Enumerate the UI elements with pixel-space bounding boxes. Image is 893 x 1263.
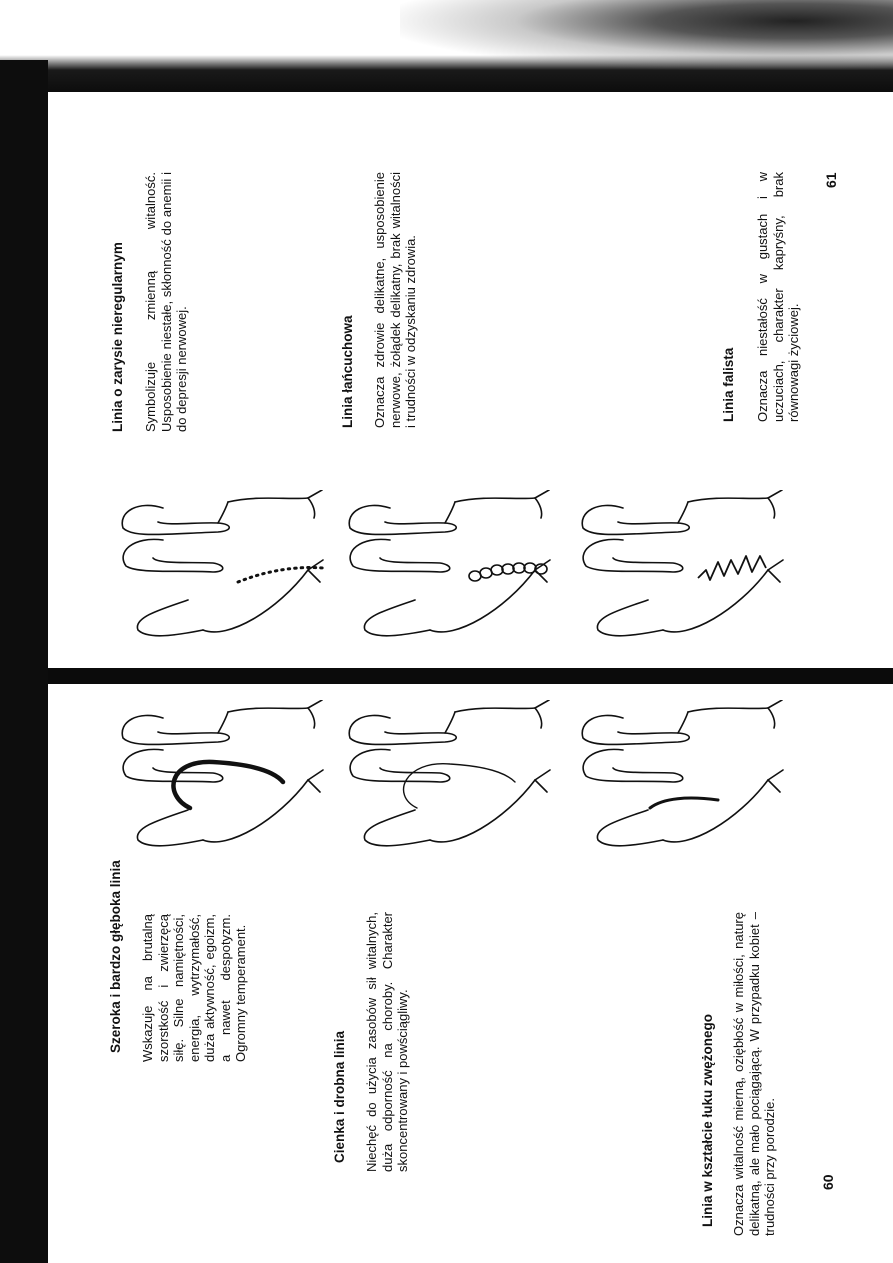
section-title: Linia o zarysie nieregularnym <box>110 242 125 432</box>
section-title: Linia falista <box>721 347 736 422</box>
section-title: Szeroka i bardzo głęboka linia <box>108 860 123 1053</box>
section-text: Oznacza zdrowie delikatne, usposobienie nerwowe, żołądek delikatny, brak witalności i trudności w odzyskaniu zdrowia. <box>372 172 418 428</box>
scan-shadow <box>400 0 893 70</box>
section-text: Niechęć do użycia zasobów sił witalnych, duża odporność na choroby. Charakter skoncentrowany i powściągliwy. <box>364 912 410 1172</box>
section-title: Linia łańcuchowa <box>340 315 355 428</box>
hand-thick-line-icon <box>108 700 348 870</box>
hand-irregular-line-icon <box>108 490 348 660</box>
hand-thin-line-icon <box>335 700 575 870</box>
section-title: Linia w kształcie łuku zwężonego <box>700 1013 715 1227</box>
hand-narrow-arc-icon <box>568 700 808 870</box>
section-text: Oznacza witalność mierną, oziębłość w miłości, naturę delikatną, ale mało pociągającą. W przypadku kobiet – trudności przy porodzie. <box>731 912 777 1236</box>
hand-wavy-line-icon <box>568 490 808 660</box>
section-text: Oznacza niestałość w gustach i w uczuciach, charakter kapryśny, brak równowagi życiowej. <box>755 172 801 422</box>
section-text: Wskazuje na brutalną szorstkość i zwierzęcą siłę. Silne namiętności, energia, wytrzymałość, duża aktywność, egoizm, a nawet despotyzm. Ogromny temperament. <box>140 914 248 1062</box>
page-number: 60 <box>820 1174 836 1190</box>
section-text: Symbolizuje zmienną witalność. Usposobienie niestałe, skłonność do anemii i do depresji nerwowej. <box>143 172 189 432</box>
scan-left-edge <box>0 60 48 1263</box>
hand-chain-line-icon <box>335 490 575 660</box>
page-number: 61 <box>823 172 839 188</box>
section-title: Cienka i drobna linia <box>332 1030 347 1163</box>
